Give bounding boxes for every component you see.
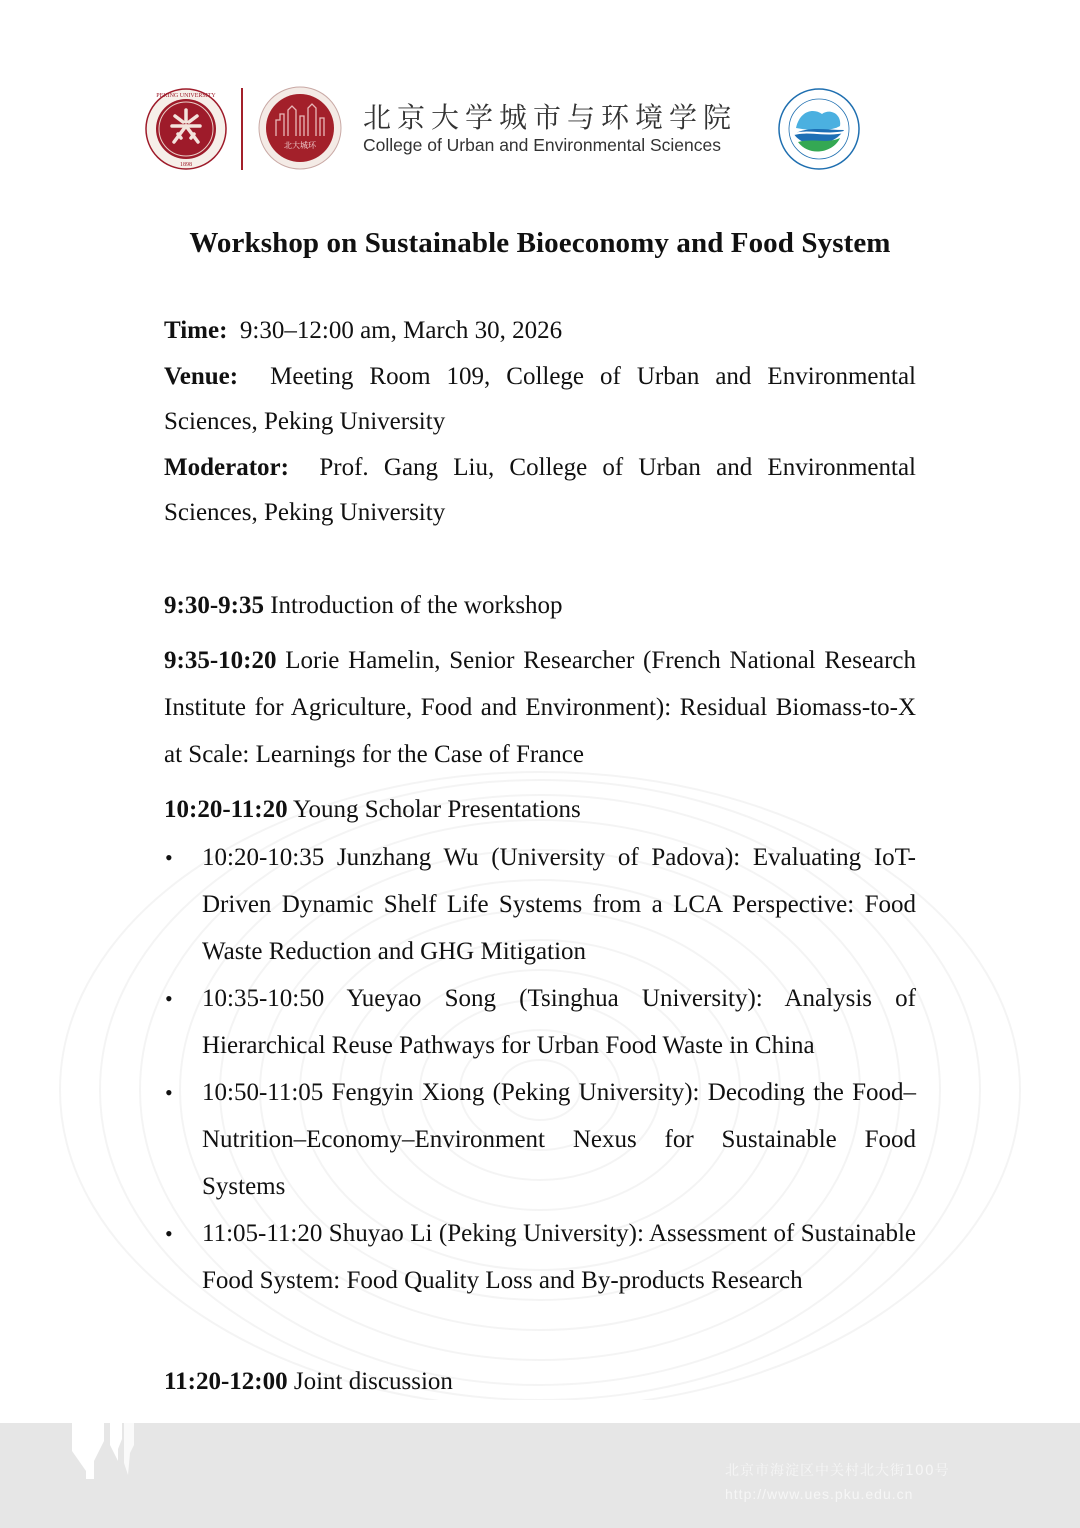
venue-row [164, 354, 916, 445]
moderator-row [164, 445, 916, 536]
agenda-time: 11:20-12:00 [164, 1368, 288, 1395]
moderator-label: Moderator: [164, 453, 289, 481]
list-item [164, 834, 916, 975]
presentation-list [164, 834, 916, 1304]
agenda-item [164, 637, 916, 778]
bullet-icon: • [165, 1080, 173, 1105]
agenda-text: Introduction of the workshop [270, 592, 563, 619]
agenda-item [164, 790, 916, 830]
bullet-icon: • [165, 986, 173, 1011]
venue-value: Meeting Room 109, College of Urban and Environmental Sciences, Peking University [164, 362, 916, 435]
agenda-time: 9:30-9:35 [164, 592, 264, 619]
moderator-value: Prof. Gang Liu, College of Urban and Environmental Sciences, Peking University [164, 453, 916, 526]
list-item [164, 975, 916, 1069]
presentation-text: 10:20-10:35 Junzhang Wu (University of Padova): Evaluating IoT-Driven Dynamic Shelf Life Systems from a LCA Perspective: Food Waste Reduction and GHG Mitigation [202, 844, 916, 965]
agenda-item [164, 1362, 916, 1402]
agenda-item [164, 586, 916, 626]
footer-band [0, 1423, 1080, 1528]
time-row [164, 308, 916, 354]
event-info [164, 308, 916, 536]
venue-label: Venue: [164, 362, 239, 390]
time-value: 9:30–12:00 am, March 30, 2026 [239, 317, 563, 344]
page-title: Workshop on Sustainable Bioeconomy and Food System [189, 227, 891, 259]
header-logos [145, 86, 865, 172]
presentation-text: 10:35-10:50 Yueyao Song (Tsinghua University): Analysis of Hierarchical Reuse Pathways for Urban Food Waste in China [202, 985, 916, 1059]
list-item [164, 1069, 916, 1210]
list-item [164, 1210, 916, 1304]
skyline-silhouette-icon [70, 1423, 170, 1483]
svg-text:PEKING UNIVERSITY: PEKING UNIVERSITY [156, 93, 216, 99]
presentation-text: 11:05-11:20 Shuyao Li (Peking University): Assessment of Sustainable Food System: Food Quality Loss and By-products Research [202, 1220, 916, 1294]
svg-text:1898: 1898 [180, 162, 192, 168]
agenda-text: Young Scholar Presentations [292, 796, 581, 823]
footer-url: http://www.ues.pku.edu.cn [725, 1486, 914, 1502]
agenda-time: 9:35-10:20 [164, 647, 277, 674]
logo-divider [241, 88, 243, 170]
svg-text:北大城环: 北大城环 [284, 141, 316, 150]
institute-carbon-neutrality-seal-icon [778, 88, 860, 170]
agenda-time: 10:20-11:20 [164, 796, 288, 823]
bullet-icon: • [165, 845, 173, 870]
footer-address: 北京市海淀区中关村北大街100号 [725, 1463, 950, 1479]
college-name-cn: 北京大学城市与环境学院 [363, 101, 738, 134]
presentation-text: 10:50-11:05 Fengyin Xiong (Peking University): Decoding the Food–Nutrition–Economy–Environment Nexus for Sustainable Food Systems [202, 1079, 916, 1200]
agenda-text: Lorie Hamelin, Senior Researcher (French National Research Institute for Agriculture, Food and Environment): Residual Biomass-to-X at Scale: Learnings for the Case of France [164, 647, 916, 768]
bullet-icon: • [165, 1221, 173, 1246]
peking-university-seal-icon [145, 88, 227, 170]
college-name-en: College of Urban and Environmental Sciences [363, 135, 721, 155]
agenda-text: Joint discussion [293, 1368, 453, 1395]
time-label: Time: [164, 317, 228, 344]
college-urban-environmental-seal-icon [258, 86, 342, 170]
